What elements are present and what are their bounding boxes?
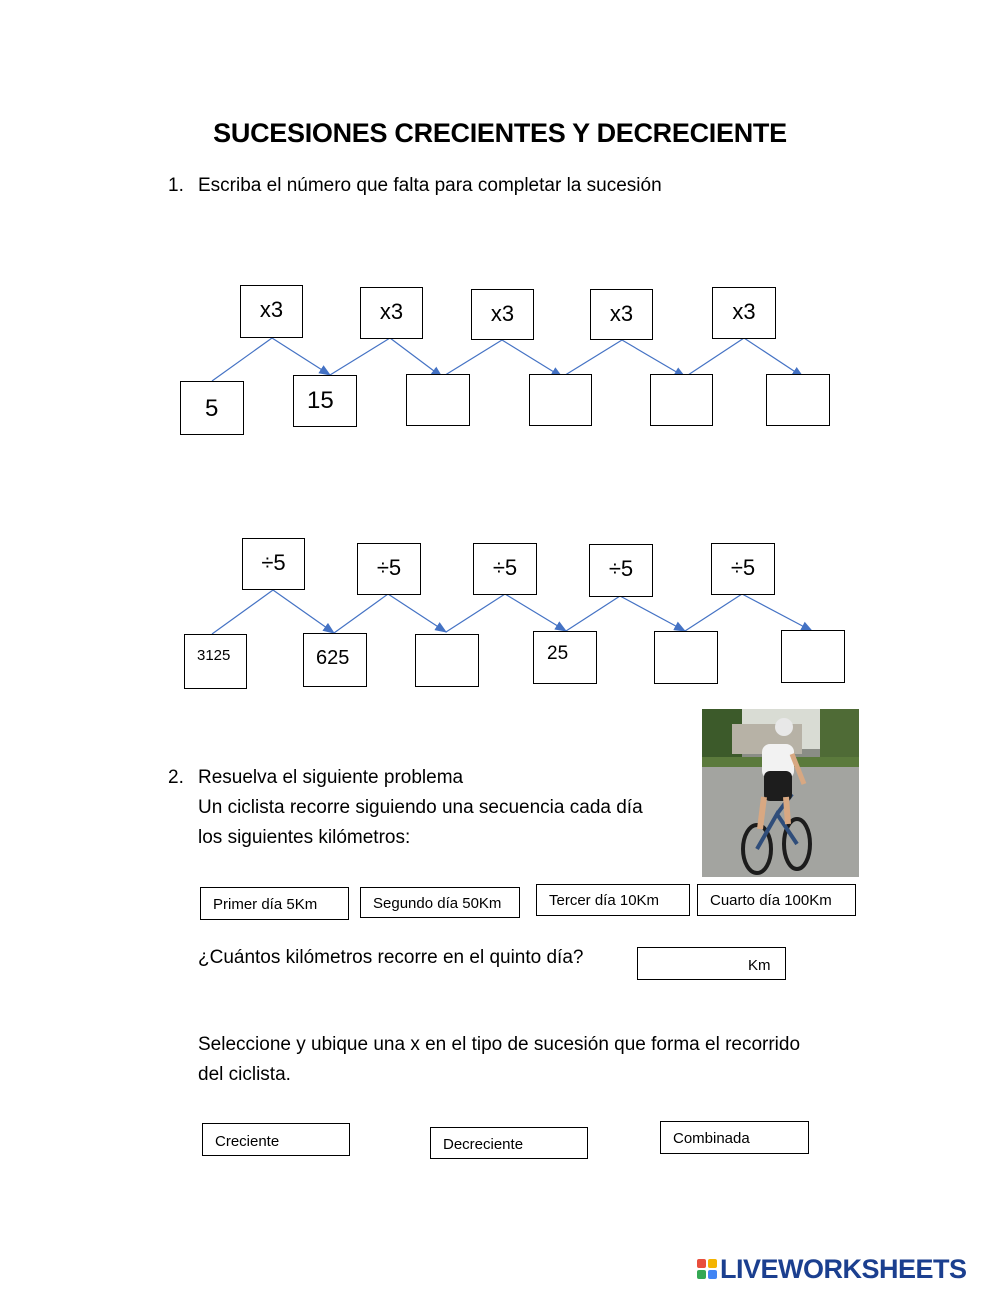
seq1-value-2: 15 (293, 375, 357, 427)
q2-number: 2. (168, 767, 184, 788)
option-decreciente[interactable]: Decreciente (430, 1127, 588, 1159)
seq2-value-1: 3125 (184, 634, 247, 689)
arrow-line (744, 338, 803, 377)
seq2-value-2: 625 (303, 633, 367, 687)
page-title: SUCESIONES CRECIENTES Y DECRECIENTE (213, 118, 787, 148)
option-creciente[interactable]: Creciente (202, 1123, 350, 1156)
brand-name: LIVEWORKSHEETS (720, 1253, 967, 1284)
cyclist-photo (702, 709, 859, 877)
arrow-line (334, 594, 388, 633)
seq2-operator-2: ÷5 (357, 543, 421, 595)
seq1-operator-1: x3 (240, 285, 303, 338)
seq2-operator-4: ÷5 (589, 544, 653, 597)
arrow-line (272, 338, 330, 375)
arrow-line (446, 594, 505, 632)
seq2-operator-3: ÷5 (473, 543, 537, 595)
q2-select-line-2: del ciclista. (198, 1064, 291, 1085)
logo-icon (697, 1259, 717, 1279)
arrow-line (390, 338, 442, 377)
seq1-answer-input-4[interactable] (766, 374, 830, 426)
q2-question: ¿Cuántos kilómetros recorre en el quinto día? (198, 947, 584, 968)
seq2-value-4: 25 (533, 631, 597, 684)
arrow-line (330, 338, 390, 375)
arrow-line (212, 590, 273, 634)
arrow-line (562, 340, 622, 377)
day-box-2: Segundo día 50Km (360, 887, 520, 918)
day-box-4: Cuarto día 100Km (697, 884, 856, 916)
seq1-value-1: 5 (180, 381, 244, 435)
q1-number: 1. (168, 175, 184, 196)
seq1-answer-input-2[interactable] (529, 374, 592, 426)
seq2-operator-1: ÷5 (242, 538, 305, 590)
seq2-answer-input-2[interactable] (654, 631, 718, 684)
q2-select-line-1: Seleccione y ubique una x en el tipo de sucesión que forma el recorrido (198, 1034, 801, 1055)
seq1-operator-4: x3 (590, 289, 653, 340)
q2-line-1: Resuelva el siguiente problema (198, 767, 464, 788)
q2-line-3: los siguientes kilómetros: (198, 827, 411, 848)
seq1-answer-input-1[interactable] (406, 374, 470, 426)
seq1-operator-5: x3 (712, 287, 776, 339)
km-answer-input[interactable]: Km (637, 947, 786, 980)
day-box-1: Primer día 5Km (200, 887, 349, 920)
arrow-line (442, 340, 502, 377)
arrow-line (620, 596, 685, 631)
arrow-line (388, 594, 446, 632)
option-combinada[interactable]: Combinada (660, 1121, 809, 1154)
seq2-answer-input-3[interactable] (781, 630, 845, 683)
arrow-line (742, 594, 812, 631)
arrow-line (685, 338, 744, 377)
arrow-line (622, 340, 685, 377)
seq2-answer-input-1[interactable] (415, 634, 479, 687)
arrow-line (685, 594, 742, 631)
arrow-line (505, 594, 566, 631)
seq1-answer-input-3[interactable] (650, 374, 713, 426)
q2-line-2: Un ciclista recorre siguiendo una secuencia cada día (198, 797, 643, 818)
arrow-line (502, 340, 562, 377)
seq1-operator-3: x3 (471, 289, 534, 340)
q1-instruction: Escriba el número que falta para completar la sucesión (198, 175, 662, 196)
day-box-3: Tercer día 10Km (536, 884, 690, 916)
liveworksheets-logo (697, 1254, 967, 1284)
seq1-operator-2: x3 (360, 287, 423, 339)
arrow-line (273, 590, 334, 633)
seq2-operator-5: ÷5 (711, 543, 775, 595)
arrow-line (566, 596, 620, 631)
arrow-line (212, 338, 272, 381)
